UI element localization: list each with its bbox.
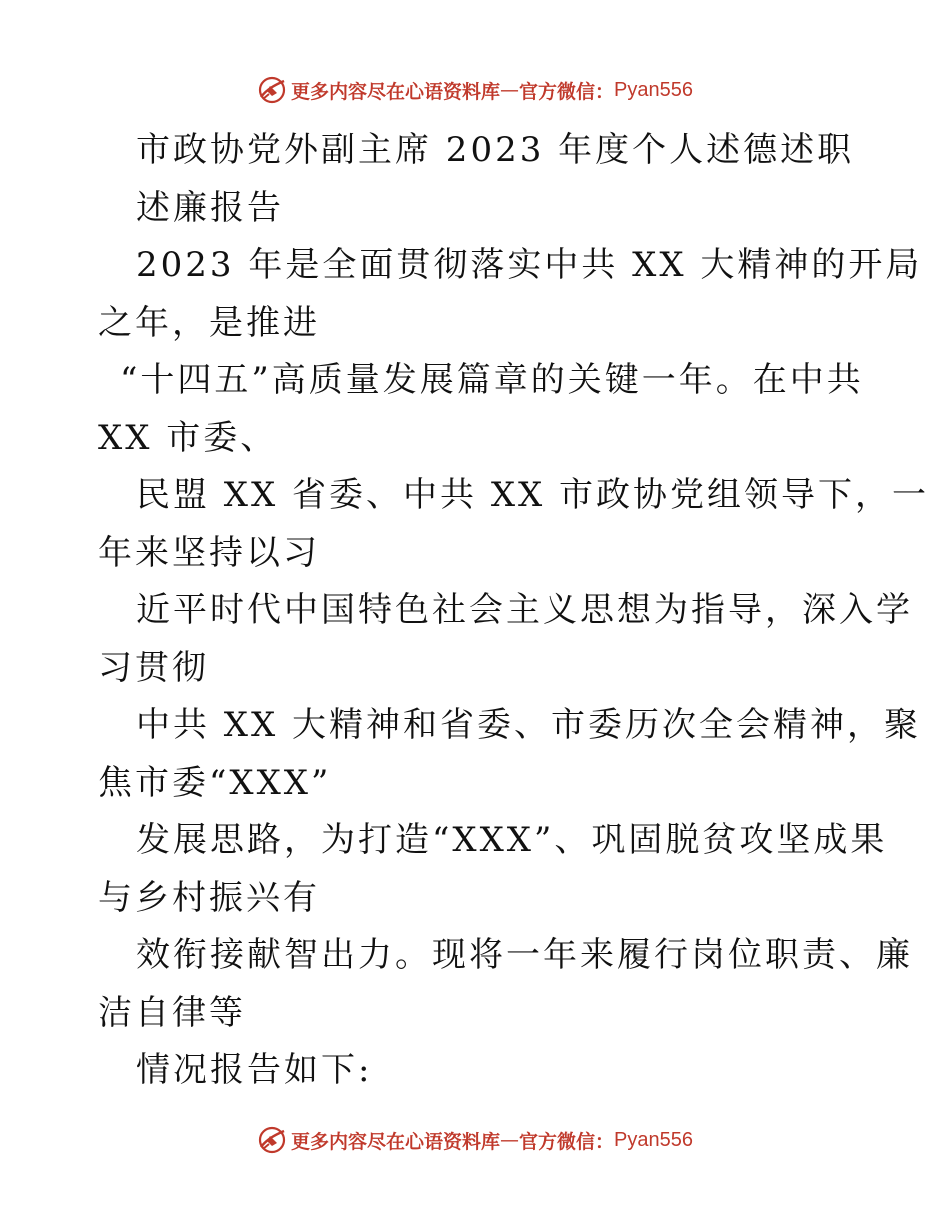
banner-dash: —: [500, 79, 520, 101]
paragraph-line: 与乡村振兴有: [98, 877, 320, 918]
banner-official-label: 官方微信：: [519, 1130, 615, 1153]
pen-circle-logo-icon: [257, 1125, 287, 1155]
footer-banner: [0, 1120, 950, 1160]
paragraph-line: 2023 年是全面贯彻落实中共 XX 大精神的开局: [136, 245, 923, 285]
banner-wechat-id: Pyan556: [614, 1128, 693, 1151]
paragraph-line: 发展思路，为打造“XXX”、巩固脱贫攻坚成果: [136, 820, 888, 860]
banner-official-label: 官方微信：: [519, 80, 615, 103]
paragraph-line: 民盟 XX 省委、中共 XX 市政协党组领导下，一: [136, 475, 930, 515]
header-banner: [0, 70, 950, 110]
paragraph-line: 中共 XX 大精神和省委、市委历次全会精神，聚: [136, 705, 922, 745]
title-line-1: 市政协党外副主席 2023 年度个人述德述职: [136, 130, 855, 170]
paragraph-line: 习贯彻: [98, 647, 209, 688]
banner-brand-text: 更多内容尽在心语资料库: [291, 80, 501, 103]
banner-wechat-id: Pyan556: [614, 78, 693, 101]
paragraph-line: 之年，是推进: [98, 302, 320, 343]
paragraph-line: 效衔接献智出力。现将一年来履行岗位职责、廉: [136, 935, 913, 975]
paragraph-line: 情况报告如下:: [136, 1050, 373, 1090]
paragraph-line: 焦市委“XXX”: [98, 762, 332, 803]
paragraph-line: 年来坚持以习: [98, 532, 320, 573]
title-line-2: 述廉报告: [136, 187, 284, 228]
paragraph-line: 近平时代中国特色社会主义思想为指导，深入学: [136, 590, 913, 630]
paragraph-line: XX 市委、: [98, 417, 278, 458]
document-body: [98, 122, 930, 1100]
paragraph-line: “十四五”高质量发展篇章的关键一年。在中共: [120, 360, 864, 400]
banner-brand-text: 更多内容尽在心语资料库: [291, 1130, 501, 1153]
paragraph-line: 洁自律等: [98, 992, 246, 1033]
pen-circle-logo-icon: [257, 75, 287, 105]
banner-dash: —: [500, 1129, 520, 1151]
